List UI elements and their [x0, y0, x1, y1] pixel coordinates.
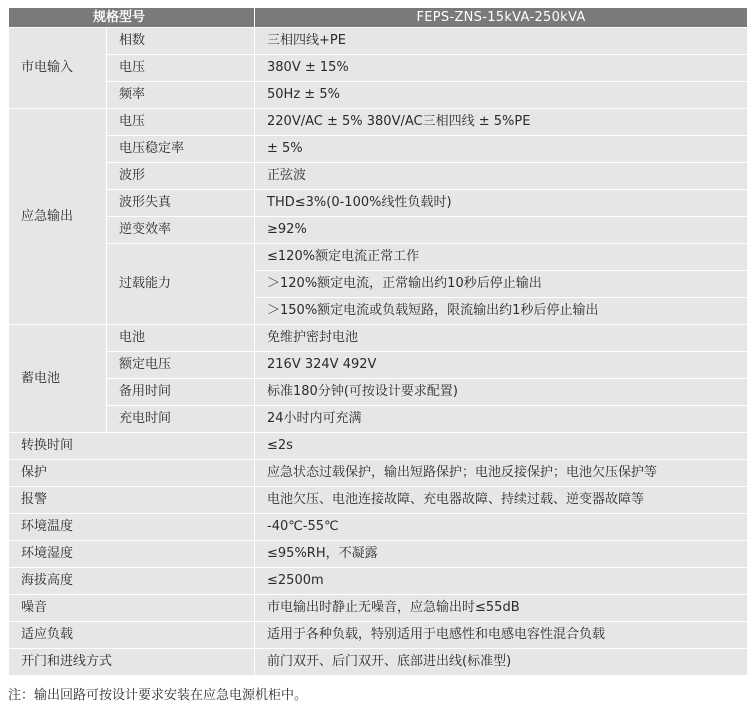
- row-label: 相数: [107, 28, 255, 55]
- row-value: 标准180分钟(可按设计要求配置): [255, 379, 748, 406]
- header-row: [9, 8, 748, 28]
- table-row: [9, 55, 748, 82]
- group-emergency-output: 应急输出: [9, 109, 107, 325]
- table-row: [9, 541, 748, 568]
- row-label: 开门和进线方式: [9, 649, 255, 676]
- row-label: 电池: [107, 325, 255, 352]
- row-value: THD≤3%(0-100%线性负载时): [255, 190, 748, 217]
- row-label: 报警: [9, 487, 255, 514]
- row-value: ＞150%额定电流或负载短路，限流输出约1秒后停止输出: [255, 298, 748, 325]
- table-row: [9, 487, 748, 514]
- group-mains-input: 市电输入: [9, 28, 107, 109]
- row-label: 保护: [9, 460, 255, 487]
- row-value: 380V ± 15%: [255, 55, 748, 82]
- row-value: 适用于各种负载，特别适用于电感性和电感电容性混合负载: [255, 622, 748, 649]
- row-value: 应急状态过载保护，输出短路保护；电池反接保护；电池欠压保护等: [255, 460, 748, 487]
- row-label: 适应负载: [9, 622, 255, 649]
- row-label: 频率: [107, 82, 255, 109]
- row-value: 三相四线+PE: [255, 28, 748, 55]
- row-value: 前门双开、后门双开、底部进出线(标准型): [255, 649, 748, 676]
- table-row: [9, 622, 748, 649]
- table-row: [9, 433, 748, 460]
- footnote: 注：输出回路可按设计要求安装在应急电源机柜中。: [8, 688, 308, 703]
- row-label: 电压: [107, 109, 255, 136]
- row-label: 充电时间: [107, 406, 255, 433]
- table-row: [9, 325, 748, 352]
- row-value: ≤2500m: [255, 568, 748, 595]
- table-row: [9, 460, 748, 487]
- row-label: 转换时间: [9, 433, 255, 460]
- row-value: ≤95%RH，不凝露: [255, 541, 748, 568]
- table-row: [9, 136, 748, 163]
- row-label: 额定电压: [107, 352, 255, 379]
- model-label: 规格型号: [9, 8, 255, 28]
- table-row: [9, 406, 748, 433]
- row-label: 电压稳定率: [107, 136, 255, 163]
- table-row: [9, 244, 748, 271]
- row-value: 50Hz ± 5%: [255, 82, 748, 109]
- model-value: FEPS-ZNS-15kVA-250kVA: [255, 8, 748, 28]
- row-value: ＞120%额定电流，正常输出约10秒后停止输出: [255, 271, 748, 298]
- row-label: 电压: [107, 55, 255, 82]
- table-row: [9, 217, 748, 244]
- row-value: 电池欠压、电池连接故障、充电器故障、持续过载、逆变器故障等: [255, 487, 748, 514]
- table-row: [9, 595, 748, 622]
- row-value: 免维护密封电池: [255, 325, 748, 352]
- row-value: ≤120%额定电流正常工作: [255, 244, 748, 271]
- table-row: [9, 163, 748, 190]
- row-label: 海拔高度: [9, 568, 255, 595]
- row-label: 噪音: [9, 595, 255, 622]
- row-value: ≥92%: [255, 217, 748, 244]
- table-row: [9, 514, 748, 541]
- table-row: [9, 649, 748, 676]
- row-value: 216V 324V 492V: [255, 352, 748, 379]
- row-value: 市电输出时静止无噪音，应急输出时≤55dB: [255, 595, 748, 622]
- row-label: 波形失真: [107, 190, 255, 217]
- table-row: [9, 379, 748, 406]
- group-battery: 蓄电池: [9, 325, 107, 433]
- table-row: [9, 568, 748, 595]
- row-value: 24小时内可充满: [255, 406, 748, 433]
- row-value: 220V/AC ± 5% 380V/AC三相四线 ± 5%PE: [255, 109, 748, 136]
- row-label: 波形: [107, 163, 255, 190]
- row-value: ≤2s: [255, 433, 748, 460]
- row-label: 环境温度: [9, 514, 255, 541]
- row-value: -40℃-55℃: [255, 514, 748, 541]
- table-row: [9, 82, 748, 109]
- row-value: ± 5%: [255, 136, 748, 163]
- row-label: 环境湿度: [9, 541, 255, 568]
- row-label: 逆变效率: [107, 217, 255, 244]
- table-row: [9, 352, 748, 379]
- table-row: [9, 28, 748, 55]
- table-row: [9, 190, 748, 217]
- row-label-overload: 过载能力: [107, 244, 255, 325]
- table-row: [9, 109, 748, 136]
- row-value: 正弦波: [255, 163, 748, 190]
- spec-table: [8, 7, 748, 676]
- row-label: 备用时间: [107, 379, 255, 406]
